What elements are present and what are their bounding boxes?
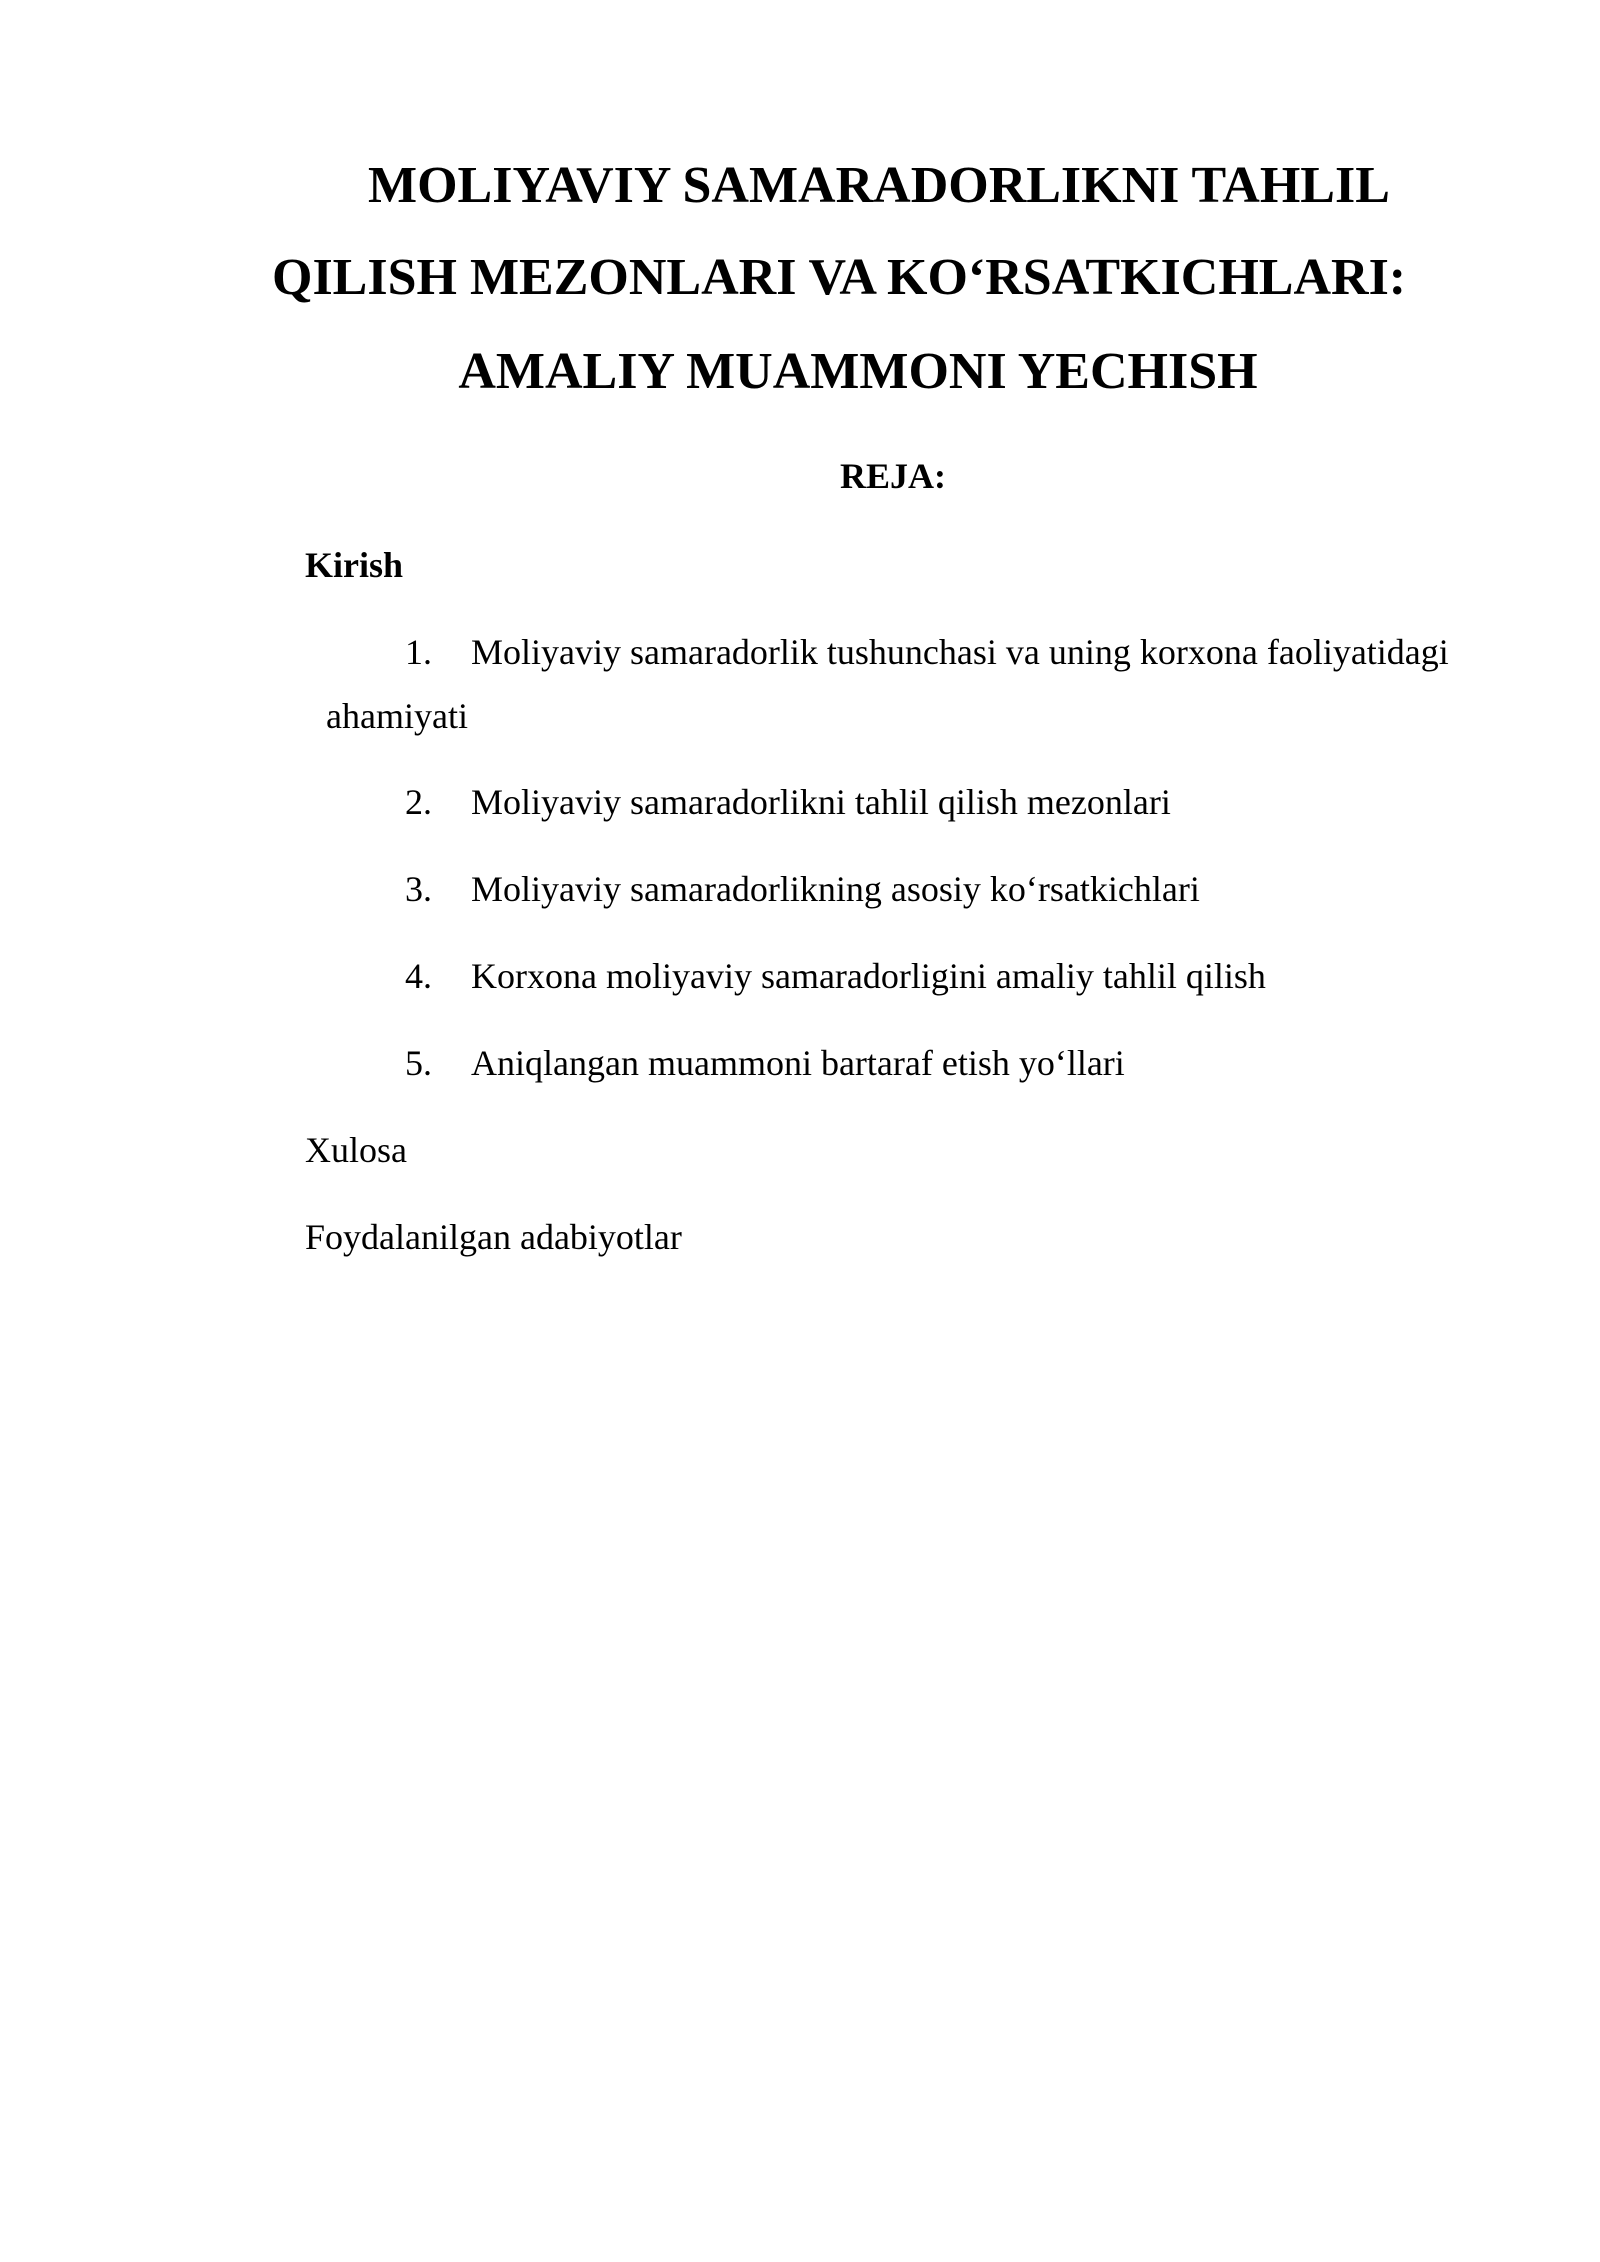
list-item-text-4: Korxona moliyaviy samaradorligini amaliy tahlil qilish (471, 956, 1266, 996)
intro-heading: Kirish (305, 545, 404, 585)
list-item-number-2: 2. (405, 782, 432, 822)
title-line-3: AMALIY MUAMMONI YECHISH (458, 343, 1258, 400)
plan-heading: REJA: (840, 456, 946, 496)
list-item-number-1: 1. (405, 632, 432, 672)
references-label: Foydalanilgan adabiyotlar (305, 1217, 682, 1257)
list-item-text-3: Moliyaviy samaradorlikning asosiy ko‘rsatkichlari (471, 869, 1200, 909)
list-item-number-5: 5. (405, 1043, 432, 1083)
title-line-1: MOLIYAVIY SAMARADORLIKNI TAHLIL (368, 157, 1390, 214)
title-line-2: QILISH MEZONLARI VA KO‘RSATKICHLARI: (272, 249, 1407, 306)
list-item-text-5: Aniqlangan muammoni bartaraf etish yo‘llari (471, 1043, 1125, 1083)
list-item-text-1: Moliyaviy samaradorlik tushunchasi va uning korxona faoliyatidagi (471, 632, 1449, 672)
conclusion-label: Xulosa (305, 1130, 407, 1170)
list-item-number-3: 3. (405, 869, 432, 909)
list-item-number-4: 4. (405, 956, 432, 996)
list-item-continuation-1: ahamiyati (326, 696, 468, 736)
list-item-text-2: Moliyaviy samaradorlikni tahlil qilish mezonlari (471, 782, 1171, 822)
